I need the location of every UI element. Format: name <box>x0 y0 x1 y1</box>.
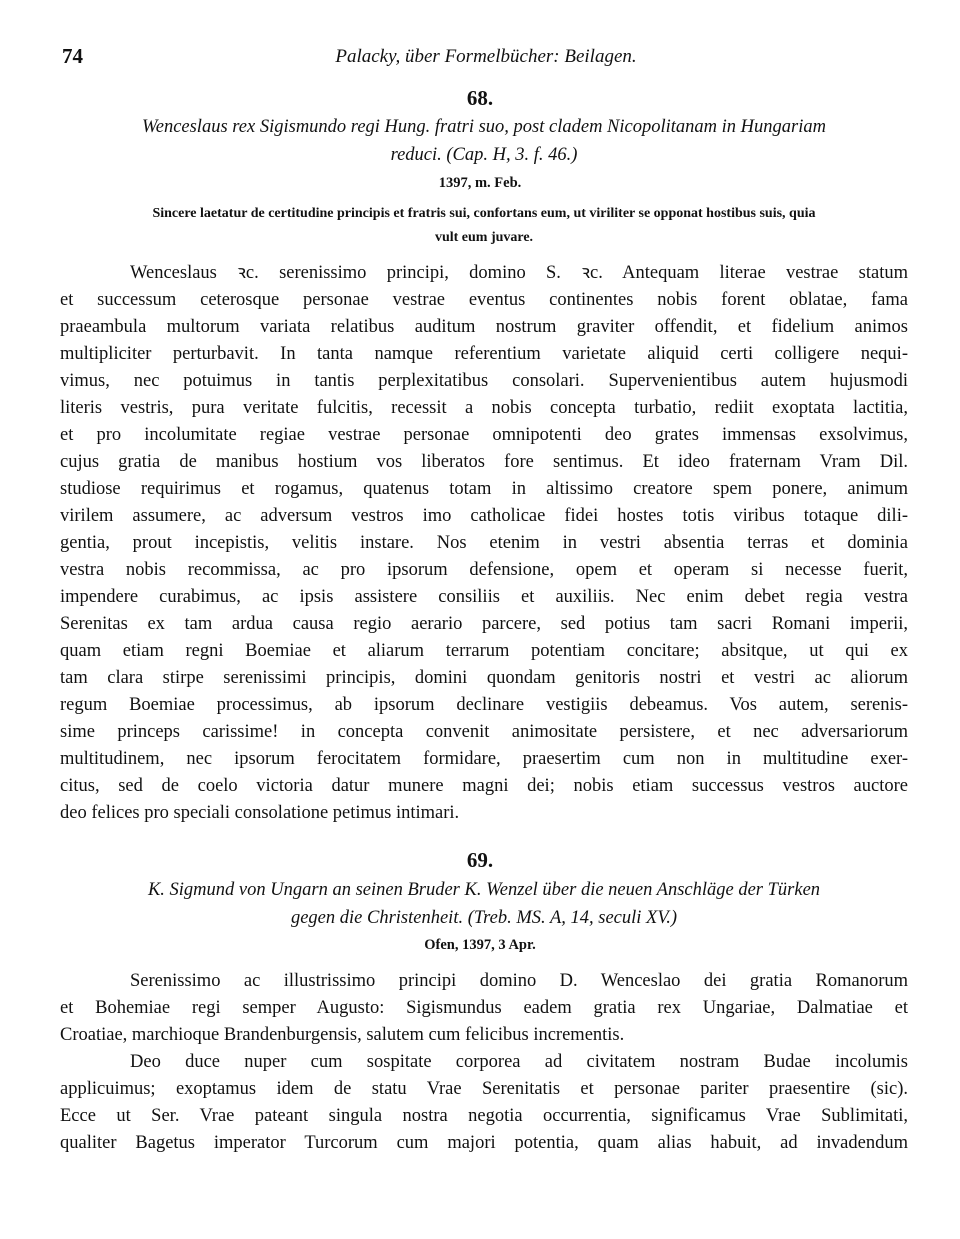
body-text-line: Croatiae, marchioque Brandenburgensis, salutem cum felicibus incrementis. <box>60 1025 625 1045</box>
document-heading-68-line: reduci. (Cap. H, 3. f. 46.) <box>390 145 578 165</box>
document-summary-68-line: vult eum juvare. <box>434 230 534 245</box>
body-text-line: quam etiam regni Boemiae et aliarum terrarum potentiam concitare; absitque, ut qui ex <box>60 641 908 661</box>
document-summary-68-line: Sincere laetatur de certitudine principis et fratris sui, confortans eum, ut viriliter se opponat hostibus suis, quia <box>152 206 816 221</box>
body-text-line: cujus gratia de manibus hostium vos liberatos fore sentimus. Et ideo fraternam Vram Dil. <box>60 452 908 472</box>
body-text-line: studiose requirimus et rogamus, quatenus totam in altissimo creatore spem ponere, animum <box>60 479 908 499</box>
document-heading-69-line: gegen die Christenheit. (Treb. MS. A, 14, seculi XV.) <box>290 908 678 928</box>
body-text-line: et pro incolumitate regiae vestrae personae omnipotenti deo grates immensas exsolvimus, <box>60 425 908 445</box>
document-heading-68-line: Wenceslaus rex Sigismundo regi Hung. fratri suo, post cladem Nicopolitanam in Hungariam <box>142 117 826 137</box>
body-text-line: et successum ceterosque personae vestrae eventus continentes nobis forent oblatae, fama <box>60 290 908 310</box>
body-text-line: Deo duce nuper cum sospitate corporea ad civitatem nostram Budae incolumis <box>130 1052 908 1072</box>
running-head <box>62 44 910 74</box>
running-title: Palacky, über Formelbücher: Beilagen. <box>335 46 637 67</box>
body-text-line: Serenitas ex tam ardua causa regio aerario parcere, sed potius tam sacri Romani imperii, <box>60 614 908 634</box>
document-date-69: Ofen, 1397, 3 Apr. <box>424 937 536 953</box>
body-text-line: praeambula multorum variata relatibus auditum nostrum graviter offendit, et fidelium animos <box>60 317 908 337</box>
body-text-line: applicuimus; exoptamus idem de statu Vrae Serenitatis et personae pariter praesentire (sic). <box>60 1079 908 1099</box>
body-text-line: Wenceslaus ꝛc. serenissimo principi, domino S. ꝛc. Antequam literae vestrae statum <box>130 263 908 283</box>
body-text-line: citus, sed de coelo victoria datur munere magni dei; nobis etiam successus vestros auctore <box>60 776 908 796</box>
document-heading-69-line: K. Sigmund von Ungarn an seinen Bruder K. Wenzel über die neuen Anschläge der Türken <box>147 880 821 900</box>
body-text-line: multipliciter perturbavit. In tanta namque referentium varietate aliquid certi colligere nequi- <box>60 344 908 364</box>
body-text-line: vestra nobis recommissa, ac pro ipsorum defensione, opem et operam si necesse fuerit, <box>60 560 908 580</box>
body-text-line: deo felices pro speciali consolatione petimus intimari. <box>60 803 460 823</box>
body-text-line: gentia, prout incepistis, velitis instare. Nos etenim in vestri absentia terras et dominia <box>60 533 908 553</box>
document-number-69: 69. <box>466 848 494 872</box>
body-text-line: virilem assumere, ac adversum vestros imo catholicae fidei hostes totis viribus totaque dili- <box>60 506 908 526</box>
body-text-line: impendere curabimus, ac ipsis assistere consiliis et auxiliis. Nec enim debet regia vestra <box>60 587 908 607</box>
body-text-line: tam clara stirpe serenissimi principis, domini quondam genitoris nostri et vestri ac aliorum <box>60 668 908 688</box>
document-number-68: 68. <box>466 86 494 110</box>
document-date-68: 1397, m. Feb. <box>438 175 522 191</box>
body-text-line: Serenissimo ac illustrissimo principi domino D. Wenceslao dei gratia Romanorum <box>130 971 908 991</box>
body-text-line: regum Boemiae processimus, ab ipsorum declinare vestigiis debeamus. Vos autem, serenis- <box>60 695 908 715</box>
page-number: 74 <box>62 44 83 68</box>
body-text-line: et Bohemiae regi semper Augusto: Sigismundus eadem gratia rex Ungariae, Dalmatiae et <box>60 998 908 1018</box>
body-text-line: vimus, nec potuimus in tantis perplexitatibus consolari. Supervenientibus autem hujusmodi <box>60 371 908 391</box>
body-text-line: Ecce ut Ser. Vrae pateant singula nostra negotia occurrentia, significamus Vrae Sublimitati, <box>60 1106 908 1126</box>
body-text-line: sime princeps carissime! in concepta convenit animositate persistere, et nec adversariorum <box>60 722 908 742</box>
body-text-line: literis vestris, pura veritate fulcitis, recessit a nobis concepta turbatio, rediit exoptata lactitia, <box>60 398 908 418</box>
body-text-line: qualiter Bagetus imperator Turcorum cum majori potentia, quam alias habuit, ad invadendum <box>60 1133 908 1153</box>
body-text-line: multitudinem, nec ipsorum ferocitatem formidare, praesertim cum non in multitudine exer- <box>60 749 908 769</box>
